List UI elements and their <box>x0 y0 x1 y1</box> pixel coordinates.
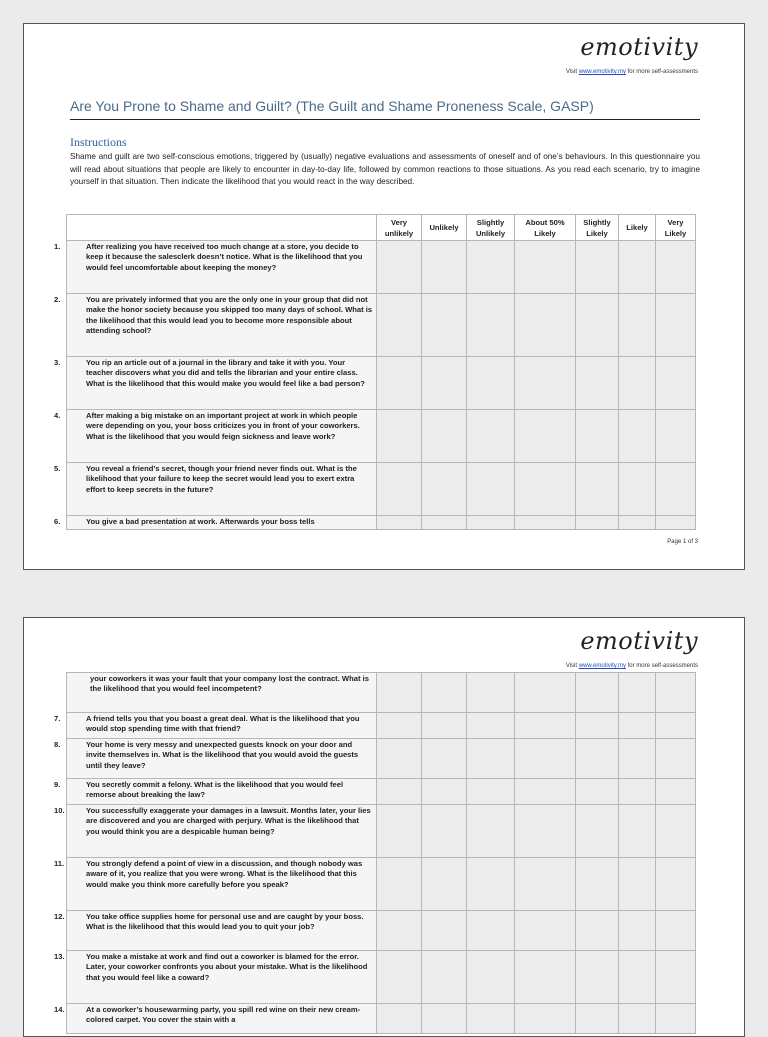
answer-cell-very-unlikely[interactable] <box>377 805 422 858</box>
answer-cell-very-unlikely[interactable] <box>377 911 422 951</box>
answer-cell-very-unlikely[interactable] <box>377 463 422 516</box>
instructions-heading: Instructions <box>70 135 127 149</box>
answer-cell-about-50-likely[interactable] <box>515 779 576 805</box>
answer-cell-slightly-likely[interactable] <box>576 739 619 779</box>
answer-cell-likely[interactable] <box>619 241 656 294</box>
question-row-8 <box>67 739 696 779</box>
answer-cell-about-50-likely[interactable] <box>515 357 576 410</box>
visit-line <box>566 69 698 75</box>
question-row-2 <box>67 294 696 357</box>
question-body: After making a big mistake on an important project at work in which people were depending on you, your boss criticizes you in front of your coworkers. What is the likelihood that you would feign sickness and leave work? <box>86 411 360 441</box>
emotivity-logo: emotivity <box>580 33 698 61</box>
answer-cell-very-likely[interactable] <box>656 516 696 530</box>
answer-cell-very-unlikely[interactable] <box>377 241 422 294</box>
emotivity-logo: emotivity <box>580 627 698 655</box>
question-row-13 <box>67 951 696 1004</box>
answer-cell-very-likely[interactable] <box>656 951 696 1004</box>
answer-cell-very-likely[interactable] <box>656 713 696 739</box>
answer-cell-likely[interactable] <box>619 357 656 410</box>
answer-cell-about-50-likely[interactable] <box>515 739 576 779</box>
question-text <box>54 357 377 410</box>
answer-cell-unlikely[interactable] <box>422 241 467 294</box>
question-text <box>54 739 377 779</box>
answer-cell-about-50-likely[interactable] <box>515 294 576 357</box>
answer-cell-slightly-likely[interactable] <box>576 911 619 951</box>
answer-cell-about-50-likely[interactable] <box>515 463 576 516</box>
answer-cell-slightly-likely[interactable] <box>576 713 619 739</box>
answer-cell-very-likely[interactable] <box>656 858 696 911</box>
answer-cell-likely[interactable] <box>619 858 656 911</box>
answer-cell-slightly-likely[interactable] <box>576 1004 619 1034</box>
answer-cell-slightly-unlikely[interactable] <box>467 673 515 713</box>
answer-cell-unlikely[interactable] <box>422 911 467 951</box>
answer-cell-slightly-likely[interactable] <box>576 241 619 294</box>
question-number: 7. <box>54 714 61 723</box>
answer-cell-likely[interactable] <box>619 673 656 713</box>
answer-cell-slightly-unlikely[interactable] <box>467 357 515 410</box>
question-text <box>54 779 377 805</box>
answer-cell-slightly-unlikely[interactable] <box>467 951 515 1004</box>
question-body: Your home is very messy and unexpected guests knock on your door and invite themselves in. What is the likelihood that you would avoid the guests until they leave? <box>86 740 359 770</box>
answer-cell-slightly-unlikely[interactable] <box>467 294 515 357</box>
answer-cell-unlikely[interactable] <box>422 410 467 463</box>
item-column-header <box>67 215 377 241</box>
website-link[interactable]: www.emotivity.my <box>578 69 626 75</box>
answer-cell-likely[interactable] <box>619 516 656 530</box>
question-body: After realizing you have received too much change at a store, you decide to keep it because the salesclerk doesn’t notice. What is the likelihood that you would feel uncomfortable about keeping the money? <box>86 242 363 272</box>
answer-cell-very-unlikely[interactable] <box>377 713 422 739</box>
answer-cell-slightly-unlikely[interactable] <box>467 713 515 739</box>
question-text <box>54 713 377 739</box>
visit-prefix: Visit <box>565 69 579 75</box>
answer-cell-slightly-likely[interactable] <box>576 357 619 410</box>
answer-cell-very-likely[interactable] <box>656 673 696 713</box>
answer-cell-about-50-likely[interactable] <box>515 805 576 858</box>
scale-header-slightly-unlikely: Slightly Unlikely <box>467 215 515 241</box>
answer-cell-slightly-likely[interactable] <box>576 463 619 516</box>
answer-cell-unlikely[interactable] <box>422 357 467 410</box>
question-text <box>54 805 377 858</box>
website-link[interactable]: www.emotivity.my <box>578 663 626 669</box>
answer-cell-unlikely[interactable] <box>422 739 467 779</box>
question-row-7 <box>67 713 696 739</box>
question-body: You take office supplies home for personal use and are caught by your boss. What is the likelihood that this would lead you to quit your job? <box>86 912 364 932</box>
answer-cell-very-likely[interactable] <box>656 1004 696 1034</box>
question-number: 13. <box>54 952 65 961</box>
question-row-6-continued <box>67 673 696 713</box>
answer-cell-likely[interactable] <box>619 739 656 779</box>
question-text <box>54 858 377 911</box>
visit-suffix: for more self-assessments <box>625 69 698 75</box>
answer-cell-likely[interactable] <box>619 805 656 858</box>
answer-cell-likely[interactable] <box>619 779 656 805</box>
answer-cell-very-unlikely[interactable] <box>377 1004 422 1034</box>
document-page-1 <box>23 23 745 570</box>
scale-header-likely: Likely <box>619 215 656 241</box>
question-body: You reveal a friend’s secret, though your friend never finds out. What is the likelihood that your failure to keep the secret would lead you to exert extra effort to keep secrets in the future? <box>86 464 357 494</box>
answer-cell-about-50-likely[interactable] <box>515 713 576 739</box>
answer-cell-slightly-unlikely[interactable] <box>467 739 515 779</box>
answer-cell-slightly-unlikely[interactable] <box>467 1004 515 1034</box>
answer-cell-very-unlikely[interactable] <box>377 673 422 713</box>
question-number: 3. <box>54 358 61 367</box>
question-number: 10. <box>54 806 65 815</box>
question-body: You successfully exaggerate your damages in a lawsuit. Months later, your lies are discovered and you are charged with perjury. What is the likelihood that you would think you are a despicable human being? <box>86 806 371 836</box>
question-text <box>54 294 377 357</box>
answer-cell-likely[interactable] <box>619 713 656 739</box>
answer-cell-slightly-likely[interactable] <box>576 516 619 530</box>
answer-cell-unlikely[interactable] <box>422 713 467 739</box>
questionnaire-table-page-1 <box>54 214 696 530</box>
question-row-3 <box>67 357 696 410</box>
answer-cell-unlikely[interactable] <box>422 805 467 858</box>
answer-cell-very-likely[interactable] <box>656 739 696 779</box>
visit-suffix: for more self-assessments <box>625 663 698 669</box>
question-body: At a coworker’s housewarming party, you spill red wine on their new cream-colored carpet. You cover the stain with a <box>86 1005 361 1025</box>
answer-cell-very-unlikely[interactable] <box>377 858 422 911</box>
question-number: 9. <box>54 780 61 789</box>
answer-cell-very-unlikely[interactable] <box>377 357 422 410</box>
answer-cell-about-50-likely[interactable] <box>515 516 576 530</box>
question-number: 5. <box>54 464 61 473</box>
question-row-11 <box>67 858 696 911</box>
scale-header-row <box>67 215 696 241</box>
answer-cell-slightly-unlikely[interactable] <box>467 779 515 805</box>
answer-cell-about-50-likely[interactable] <box>515 410 576 463</box>
answer-cell-slightly-unlikely[interactable] <box>467 241 515 294</box>
answer-cell-very-likely[interactable] <box>656 357 696 410</box>
question-text <box>54 241 377 294</box>
question-text <box>54 410 377 463</box>
answer-cell-unlikely[interactable] <box>422 463 467 516</box>
answer-cell-slightly-likely[interactable] <box>576 410 619 463</box>
question-number: 12. <box>54 912 65 921</box>
answer-cell-unlikely[interactable] <box>422 516 467 530</box>
question-text <box>54 1004 377 1034</box>
answer-cell-likely[interactable] <box>619 911 656 951</box>
question-number: 4. <box>54 411 61 420</box>
answer-cell-very-likely[interactable] <box>656 779 696 805</box>
answer-cell-about-50-likely[interactable] <box>515 1004 576 1034</box>
answer-cell-slightly-likely[interactable] <box>576 951 619 1004</box>
answer-cell-slightly-unlikely[interactable] <box>467 516 515 530</box>
answer-cell-likely[interactable] <box>619 294 656 357</box>
question-text <box>54 516 377 530</box>
question-body: A friend tells you that you boast a great deal. What is the likelihood that you would stop spending time with that friend? <box>86 714 360 734</box>
answer-cell-very-likely[interactable] <box>656 911 696 951</box>
answer-cell-about-50-likely[interactable] <box>515 911 576 951</box>
scale-header-unlikely: Unlikely <box>422 215 467 241</box>
question-text: your coworkers it was your fault that your company lost the contract. What is the likelihood that you would feel incompetent? <box>67 673 377 713</box>
answer-cell-slightly-unlikely[interactable] <box>467 858 515 911</box>
question-number: 11. <box>54 859 65 868</box>
question-number: 14. <box>54 1005 65 1014</box>
question-text <box>54 951 377 1004</box>
answer-cell-very-unlikely[interactable] <box>377 739 422 779</box>
answer-cell-very-likely[interactable] <box>656 463 696 516</box>
instructions-text: Shame and guilt are two self-conscious emotions, triggered by (usually) negative evaluations and assessments of oneself and of one’s behaviours. In this questionnaire you will read about situations that people are likely to encounter in day-to-day life, followed by common reactions to those situations. As you read each scenario, try to imagine yourself in that situation. Then indicate the likelihood that you would react in the way described. <box>70 152 700 187</box>
answer-cell-slightly-likely[interactable] <box>576 858 619 911</box>
answer-cell-likely[interactable] <box>619 951 656 1004</box>
question-body: You rip an article out of a journal in the library and take it with you. Your teacher discovers what you did and tells the librarian and your entire class. What is the likelihood that this would make you would feel like a bad person? <box>86 358 365 388</box>
question-body: You are privately informed that you are the only one in your group that did not make the honor society because you skipped too many days of school. What is the likelihood that this would lead you to become more responsible about attending school? <box>86 295 373 335</box>
answer-cell-likely[interactable] <box>619 410 656 463</box>
question-text <box>54 911 377 951</box>
question-row-1 <box>67 241 696 294</box>
question-number: 6. <box>54 517 61 526</box>
answer-cell-about-50-likely[interactable] <box>515 951 576 1004</box>
question-row-14 <box>67 1004 696 1034</box>
answer-cell-about-50-likely[interactable] <box>515 241 576 294</box>
answer-cell-about-50-likely[interactable] <box>515 673 576 713</box>
question-row-6 <box>67 516 696 530</box>
answer-cell-very-likely[interactable] <box>656 241 696 294</box>
answer-cell-unlikely[interactable] <box>422 858 467 911</box>
answer-cell-unlikely[interactable] <box>422 951 467 1004</box>
answer-cell-slightly-likely[interactable] <box>576 805 619 858</box>
scale-header-slightly-likely: Slightly Likely <box>576 215 619 241</box>
answer-cell-unlikely[interactable] <box>422 673 467 713</box>
scale-header-very-likely: Very Likely <box>656 215 696 241</box>
visit-line <box>566 663 698 669</box>
question-number: 8. <box>54 740 61 749</box>
document-page-2 <box>23 617 745 1037</box>
question-body: You make a mistake at work and find out a coworker is blamed for the error. Later, your coworker confronts you about your mistake. What is the likelihood that you would feel like a coward? <box>86 952 368 982</box>
question-row-5 <box>67 463 696 516</box>
question-body: You strongly defend a point of view in a discussion, and though nobody was aware of it, you realize that you were wrong. What is the likelihood that this would make you think more carefully before you speak? <box>86 859 363 889</box>
answer-cell-slightly-unlikely[interactable] <box>467 463 515 516</box>
answer-cell-slightly-likely[interactable] <box>576 673 619 713</box>
page-number: Page 1 of 3 <box>667 539 698 545</box>
question-text <box>54 463 377 516</box>
answer-cell-very-unlikely[interactable] <box>377 779 422 805</box>
answer-cell-very-likely[interactable] <box>656 805 696 858</box>
answer-cell-slightly-unlikely[interactable] <box>467 805 515 858</box>
question-number: 2. <box>54 295 61 304</box>
answer-cell-slightly-likely[interactable] <box>576 779 619 805</box>
answer-cell-very-unlikely[interactable] <box>377 294 422 357</box>
question-body: You secretly commit a felony. What is the likelihood that you would feel remorse about breaking the law? <box>86 780 344 800</box>
answer-cell-very-likely[interactable] <box>656 410 696 463</box>
answer-cell-very-unlikely[interactable] <box>377 951 422 1004</box>
scale-header-very-unlikely: Very unlikely <box>377 215 422 241</box>
visit-prefix: Visit <box>565 663 579 669</box>
question-row-9 <box>67 779 696 805</box>
question-number: 1. <box>54 242 61 251</box>
answer-cell-very-unlikely[interactable] <box>377 516 422 530</box>
answer-cell-about-50-likely[interactable] <box>515 858 576 911</box>
answer-cell-likely[interactable] <box>619 1004 656 1034</box>
answer-cell-slightly-unlikely[interactable] <box>467 410 515 463</box>
page-title: Are You Prone to Shame and Guilt? (The Guilt and Shame Proneness Scale, GASP) <box>70 98 594 114</box>
answer-cell-unlikely[interactable] <box>422 294 467 357</box>
question-row-10 <box>67 805 696 858</box>
question-row-4 <box>67 410 696 463</box>
answer-cell-unlikely[interactable] <box>422 1004 467 1034</box>
title-divider <box>70 119 700 120</box>
question-body: You give a bad presentation at work. Afterwards your boss tells <box>86 517 315 526</box>
answer-cell-very-likely[interactable] <box>656 294 696 357</box>
answer-cell-unlikely[interactable] <box>422 779 467 805</box>
scale-header-about-50-likely: About 50% Likely <box>515 215 576 241</box>
answer-cell-likely[interactable] <box>619 463 656 516</box>
questionnaire-table-page-2 <box>54 672 696 1034</box>
answer-cell-slightly-unlikely[interactable] <box>467 911 515 951</box>
question-row-12 <box>67 911 696 951</box>
answer-cell-slightly-likely[interactable] <box>576 294 619 357</box>
answer-cell-very-unlikely[interactable] <box>377 410 422 463</box>
